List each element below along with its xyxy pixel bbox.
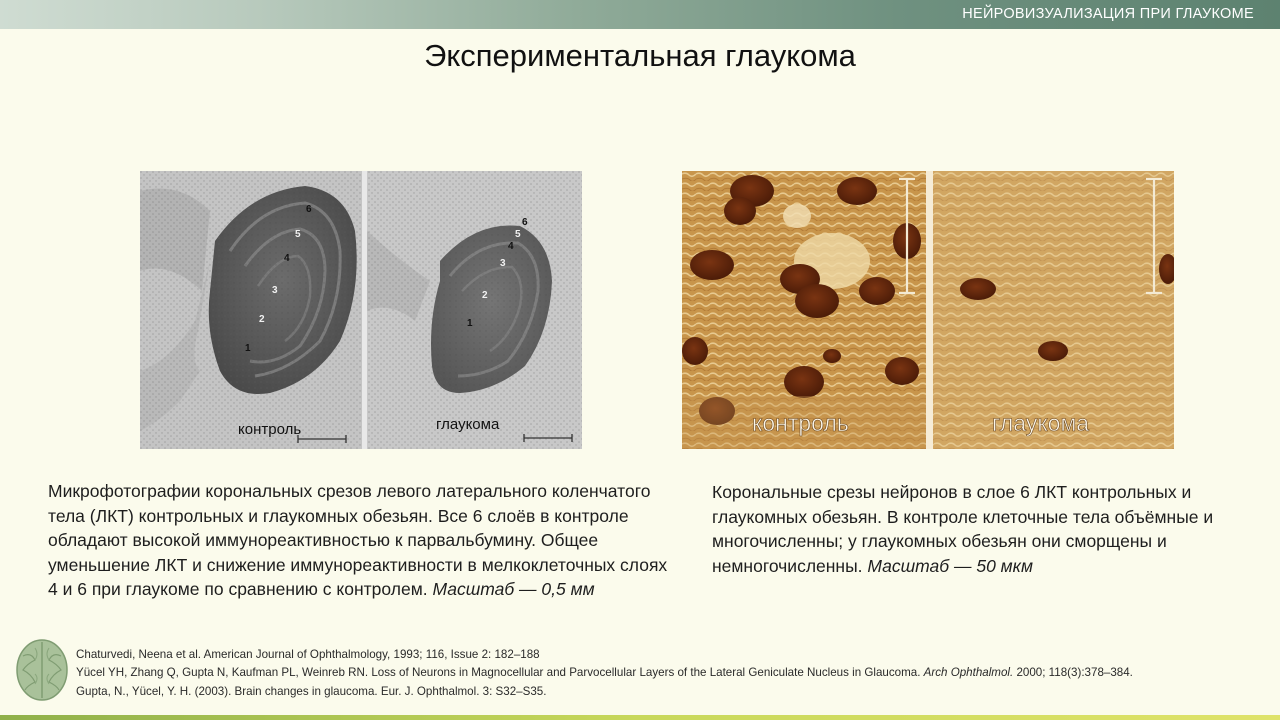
neuron-section-figure [682,171,1174,449]
header-bar [0,0,1280,29]
right-caption [712,480,1247,578]
glaucoma-label: глаукома [992,410,1090,436]
reference-item: Gupta, N., Yücel, Y. H. (2003). Brain changes in glaucoma. Eur. J. Ophthalmol. 3: S32–S35. [76,684,547,698]
glaucoma-layer-label: 3 [500,258,506,269]
neuron-section-image [682,171,1174,449]
brain-icon [15,638,69,707]
lgn-micrograph-image [140,171,582,449]
control-layer-label: 3 [272,285,278,296]
glaucoma-layer-label: 6 [522,217,528,228]
control-layer-label: 1 [245,343,251,354]
glaucoma-label: глаукома [436,416,500,433]
slide-title: Экспериментальная глаукома [424,38,856,73]
right-caption-text: Корональные срезы нейронов в слое 6 ЛКТ контрольных и глаукомных обезьян. В контроле клеточные тела объёмные и многочисленны; у глаукомных обезьян они сморщены и немногочисленны. [712,482,1214,576]
section-title: НЕЙРОВИЗУАЛИЗАЦИЯ ПРИ ГЛАУКОМЕ [962,6,1254,22]
control-label: контроль [238,421,302,438]
reference-item: Chaturvedi, Neena et al. American Journal of Ophthalmology, 1993; 116, Issue 2: 182–188 [76,648,540,661]
right-caption-scale: Масштаб — 50 мкм [867,555,1033,576]
left-caption-text: Микрофотографии корональных срезов левого латерального коленчатого тела (ЛКТ) контрольных и глаукомных обезьян. Все 6 слоёв в контроле обладают высокой иммунореактивностью к парвальбумину. Общее уменьшение ЛКТ и снижение иммунореактивности в мелкоклеточных слоях 4 и 6 при глаукоме по сравнению с контролем. [48,481,668,599]
left-caption-scale: Масштаб — 0,5 мм [432,579,595,599]
lgn-micrograph-figure [140,171,582,449]
control-layer-label: 5 [295,229,301,240]
glaucoma-layer-label: 2 [482,290,488,301]
control-layer-label: 4 [284,253,290,264]
bottom-bar [0,715,1280,720]
control-layer-label: 2 [259,314,265,325]
glaucoma-layer-label: 4 [508,241,514,252]
reference-item: Yücel YH, Zhang Q, Gupta N, Kaufman PL, Weinreb RN. Loss of Neurons in Magnocellular and Parvocellular Layers of the Lateral Geniculate Nucleus in Glaucoma. Arch Ophthalmol. 2000; 118(3):378–384. [76,666,1133,680]
glaucoma-layer-label: 5 [515,229,521,240]
control-layer-label: 6 [306,204,312,215]
references [76,646,1276,701]
left-caption [48,479,670,602]
glaucoma-layer-label: 1 [467,318,473,329]
control-label: контроль [752,410,849,436]
